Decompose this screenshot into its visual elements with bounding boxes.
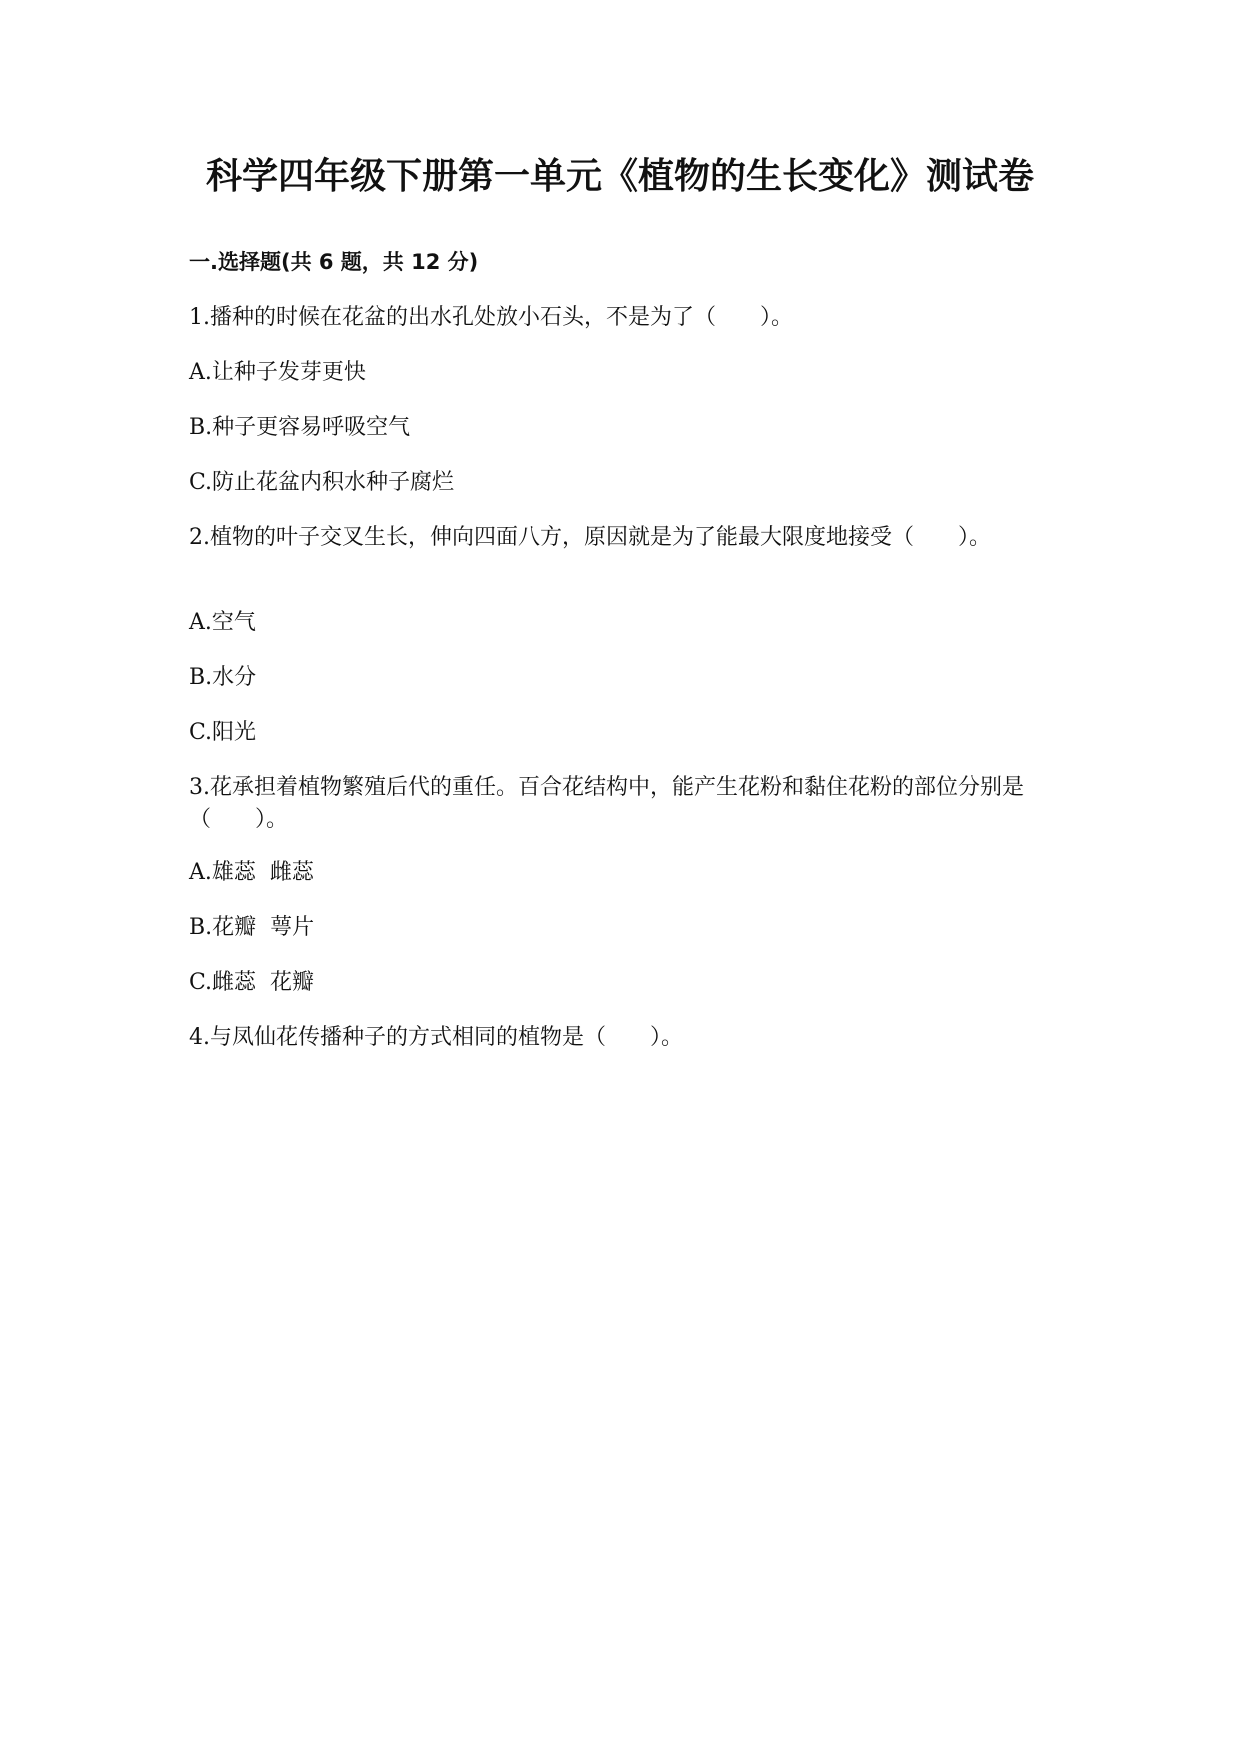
question-1-stem: 1.播种的时候在花盆的出水孔处放小石头，不是为了（ ）。 [189,305,793,330]
question-1-option-b: B.种子更容易呼吸空气 [189,415,411,440]
question-2-stem: 2.植物的叶子交叉生长，伸向四面八方，原因就是为了能最大限度地接受（ ）。 [189,525,991,550]
question-3-stem: 3.花承担着植物繁殖后代的重任。百合花结构中，能产生花粉和黏住花粉的部位分别是（ ）。 [189,775,1024,832]
question-4-stem: 4.与凤仙花传播种子的方式相同的植物是（ ）。 [189,1025,683,1050]
question-1-option-a: A.让种子发芽更快 [189,360,366,385]
question-2-option-c: C.阳光 [189,720,257,745]
question-3-option-c: C.雌蕊 花瓣 [189,970,315,995]
question-1-option-c: C.防止花盆内积水种子腐烂 [189,470,455,495]
section-heading: 一.选择题(共 6 题，共 12 分) [189,250,479,274]
question-2-option-a: A.空气 [189,610,256,635]
question-3-option-b: B.花瓣 萼片 [189,915,315,940]
question-2-option-b: B.水分 [189,665,257,690]
question-3-option-a: A.雄蕊 雌蕊 [189,860,314,885]
page-title: 科学四年级下册第一单元《植物的生长变化》测试卷 [205,156,1034,197]
